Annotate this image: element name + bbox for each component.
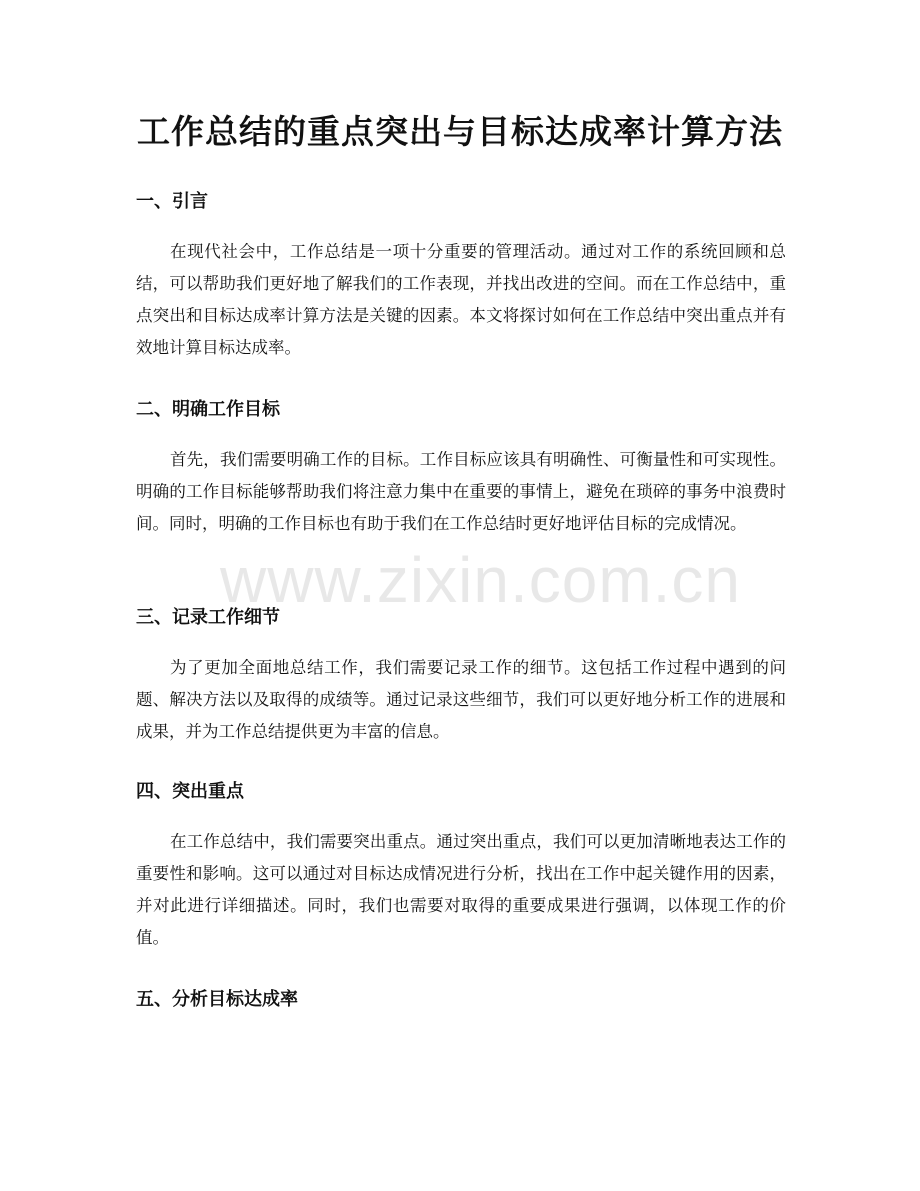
watermark: www.zixin.com.cn bbox=[220, 544, 741, 616]
section-heading-goals: 二、明确工作目标 bbox=[136, 399, 280, 420]
section-heading-record: 三、记录工作细节 bbox=[136, 607, 280, 628]
section-heading-analysis: 五、分析目标达成率 bbox=[136, 989, 298, 1010]
section-paragraph-highlight: 在工作总结中，我们需要突出重点。通过突出重点，我们可以更加清晰地表达工作的重要性和影响。这可以通过对目标达成情况进行分析，找出在工作中起关键作用的因素，并对此进行详细描述。同时，我们也需要对取得的重要成果进行强调，以体现工作的价值。 bbox=[136, 832, 786, 947]
section-heading-intro: 一、引言 bbox=[136, 191, 208, 212]
section-paragraph-intro: 在现代社会中，工作总结是一项十分重要的管理活动。通过对工作的系统回顾和总结，可以帮助我们更好地了解我们的工作表现，并找出改进的空间。而在工作总结中，重点突出和目标达成率计算方法是关键的因素。本文将探讨如何在工作总结中突出重点并有效地计算目标达成率。 bbox=[136, 242, 786, 357]
document-title: 工作总结的重点突出与目标达成率计算方法 bbox=[137, 112, 783, 151]
section-heading-highlight: 四、突出重点 bbox=[136, 781, 244, 802]
section-paragraph-goals: 首先，我们需要明确工作的目标。工作目标应该具有明确性、可衡量性和可实现性。明确的工作目标能够帮助我们将注意力集中在重要的事情上，避免在琐碎的事务中浪费时间。同时，明确的工作目标也有助于我们在工作总结时更好地评估目标的完成情况。 bbox=[136, 450, 786, 533]
section-paragraph-record: 为了更加全面地总结工作，我们需要记录工作的细节。这包括工作过程中遇到的问题、解决方法以及取得的成绩等。通过记录这些细节，我们可以更好地分析工作的进展和成果，并为工作总结提供更为丰富的信息。 bbox=[136, 658, 786, 741]
